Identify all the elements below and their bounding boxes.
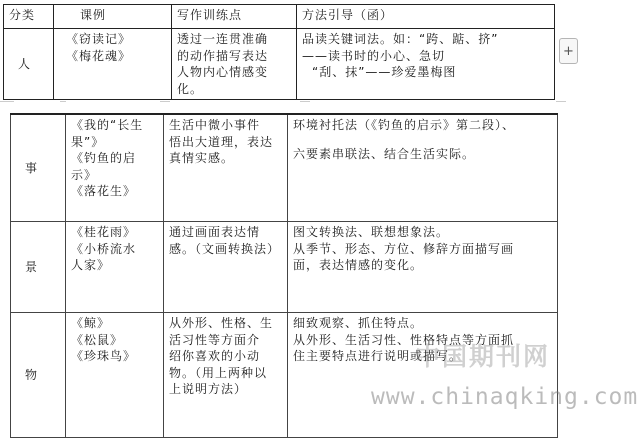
- point-line: 真情实感。: [169, 151, 235, 165]
- point-line: 活习性等方面介: [169, 332, 261, 347]
- row-points: [172, 29, 297, 100]
- row-points: [164, 114, 288, 222]
- watermark-url: www.chinaqking.com: [371, 384, 638, 410]
- table-row: [11, 313, 558, 438]
- table-header-row: [4, 5, 555, 29]
- row-methods: [297, 29, 555, 100]
- row-lessons: [66, 313, 164, 438]
- point-line: 化。: [177, 81, 204, 96]
- row-category: 事: [11, 114, 66, 222]
- method-line: [293, 134, 552, 146]
- point-line: 悟出大道理，表达: [169, 134, 274, 149]
- table-row: [11, 114, 558, 222]
- lesson-title: 人家》: [71, 258, 111, 272]
- method-line: 面，表达情感的变化。: [293, 258, 424, 272]
- row-lessons: [54, 29, 172, 100]
- method-line: 图文转换法、联想想象法。: [293, 225, 450, 239]
- point-line: 通过画面表达情: [169, 225, 261, 239]
- row-category: 人: [4, 29, 54, 100]
- point-line: 的动作描写表达: [177, 48, 269, 63]
- point-line: 物。（用上两种以: [169, 365, 268, 380]
- method-table-top: [3, 4, 555, 100]
- lesson-title: 《鲸》: [71, 316, 111, 330]
- lesson-title: 《窃读记》: [66, 32, 132, 46]
- header-methods: 方法引导（函）: [297, 5, 555, 29]
- guide-line: [60, 101, 66, 102]
- page-break-guides: [0, 96, 609, 114]
- row-points: [164, 313, 288, 438]
- expand-table-button[interactable]: [559, 38, 578, 64]
- lesson-title: 《梅花魂》: [66, 48, 132, 63]
- row-category: 景: [11, 222, 66, 313]
- header-points: 写作训练点: [172, 5, 297, 29]
- method-line: 品读关键词法。如：“跨、踮、挤”: [302, 32, 499, 46]
- lesson-title: 《落花生》: [71, 184, 137, 198]
- row-methods: [288, 313, 558, 438]
- table-row: [4, 29, 555, 100]
- method-line: 从季节、形态、方位、修辞方面描写画: [293, 241, 515, 256]
- lesson-title: 《松鼠》: [71, 332, 124, 347]
- row-lessons: [66, 222, 164, 313]
- guide-line: [160, 101, 170, 102]
- point-line: 上说明方法）: [169, 382, 248, 396]
- lesson-title: 《钓鱼的启: [71, 151, 137, 165]
- method-line: 细致观察、抓住特点。: [293, 316, 424, 330]
- point-line: 人物内心情感变: [177, 65, 269, 79]
- point-line: 生活中微小事件: [169, 118, 261, 132]
- watermark-brand: 中国期刊网: [415, 342, 551, 371]
- lesson-title: 《我的“长生: [71, 118, 144, 132]
- lesson-title: 《珍珠鸟》: [71, 349, 137, 363]
- method-line: “刮、抹”——珍爱墨梅图: [312, 65, 457, 79]
- row-methods: [288, 114, 558, 222]
- method-line: 从外形、生活习性、性格特点等方面抓: [293, 332, 515, 347]
- guide-line: [556, 101, 566, 102]
- lesson-title: 果”》: [71, 134, 105, 149]
- row-methods: [288, 222, 558, 313]
- method-line: ——读书时的小心、急切: [302, 48, 446, 63]
- method-line: 环境衬托法（《钓鱼的启示》第二段）、: [293, 118, 516, 132]
- row-category: 物: [11, 313, 66, 438]
- lesson-title: 《小桥流水: [71, 241, 137, 256]
- row-lessons: [66, 114, 164, 222]
- point-line: 绍你喜欢的小动: [169, 349, 261, 363]
- lesson-title: 《桂花雨》: [71, 225, 137, 239]
- plus-icon: +: [563, 43, 574, 59]
- method-line: 住主要特点进行说明或描写。: [293, 349, 463, 363]
- row-points: [164, 222, 288, 313]
- point-line: 透过一连贯准确: [177, 32, 269, 46]
- guide-line: [0, 101, 14, 102]
- method-line: 六要素串联法、结合生活实际。: [293, 146, 476, 161]
- point-line: 感。（文画转换法）: [169, 241, 281, 256]
- header-lessons: 课例: [54, 5, 172, 29]
- header-category: 分类: [4, 5, 54, 29]
- guide-line: [300, 101, 310, 102]
- point-line: 从外形、性格、生: [169, 316, 274, 330]
- lesson-title: 示》: [71, 167, 98, 182]
- table-row: [11, 222, 558, 313]
